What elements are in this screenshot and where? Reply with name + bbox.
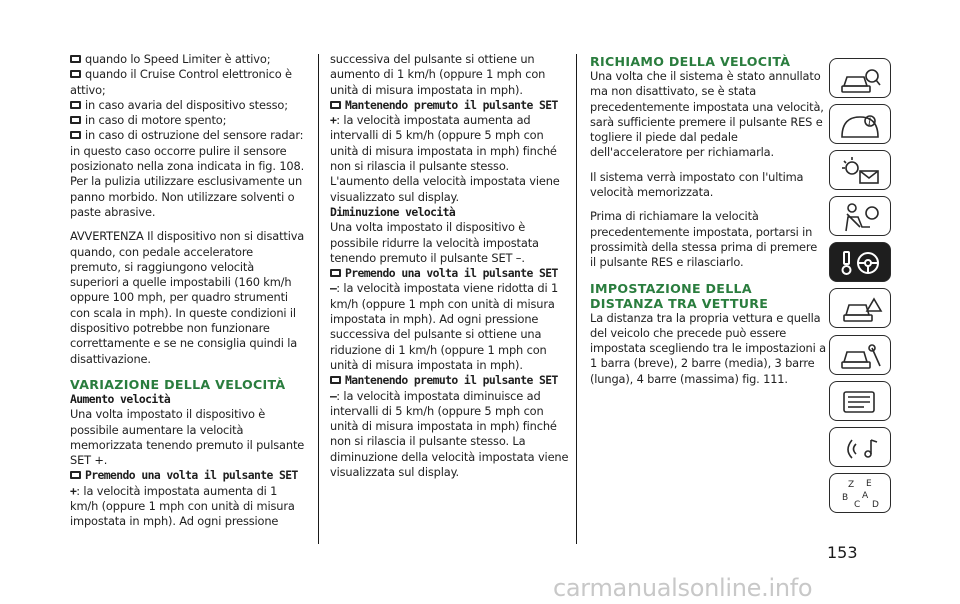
checkbox-bullet-icon: [70, 131, 81, 139]
dashboard-info-icon: [830, 105, 892, 145]
car-warning-icon: [830, 289, 892, 329]
checkbox-bullet-icon: [70, 471, 81, 479]
seat-belt-airbag-icon: [830, 197, 892, 237]
list-item: in caso avaria del dispositivo stesso;: [70, 98, 306, 113]
list-item: Mantenendo premuto il pulsante SET +: la velocità impostata aumenta ad intervalli di 5 km/h (oppure 5 mph con unità di misura impostata in mph) finché non si rilascia il pulsante stesso. L'aumento della velocità impostata viene visualizzato sul display.: [330, 97, 560, 204]
chapter-tabs: [829, 58, 891, 519]
paragraph: Una volta che il sistema è stato annullato ma non disattivato, se è stata precedentemente impostata una velocità, sarà sufficiente premere il pulsante RES e togliere il piede dal pedale dell'acceleratore per richiamarla.: [590, 69, 824, 160]
paragraph: La distanza tra la propria vettura e quella del veicolo che precede può essere impostata scegliendo tra le impostazioni a 1 barra (breve), 2 barre (media), 3 barre (lunga), 4 barre (massima) fig. 111.: [590, 310, 826, 386]
section-heading: VARIAZIONE DELLA VELOCITÀ: [70, 376, 286, 392]
chapter-tab-multimedia[interactable]: [829, 427, 891, 467]
key-steering-wheel-icon: [830, 243, 892, 283]
warning-note: AVVERTENZA Il dispositivo non si disattiva quando, con pedale acceleratore premuto, si raggiungono velocità superiori a quelle impostabili (160 km/h oppure 100 mph, per quadro strumenti con scala in mph). In queste condizioni il dispositivo potrebbe non funzionare correttamente e se ne consiglia quindi la disattivazione.: [70, 229, 305, 366]
column-divider: [318, 54, 319, 544]
warning-lights-envelope-icon: [830, 151, 892, 191]
list-item: in caso di ostruzione del sensore radar: in questo caso occorre pulire il sensore posizionato nella zona indicata in fig. 108. Per la pulizia utilizzare esclusivamente un panno morbido. Non utilizzare solventi o paste abrasive.: [70, 128, 305, 219]
svg-text:i: i: [868, 117, 872, 129]
checkbox-bullet-icon: [70, 70, 81, 78]
paragraph: Una volta impostato il dispositivo è possibile ridurre la velocità impostata tenendo premuto il pulsante SET –.: [330, 220, 539, 265]
chapter-tab-technical-data[interactable]: [829, 381, 891, 421]
list-item: Premendo una volta il pulsante SET +: la velocità impostata aumenta di 1 km/h (oppure 1 mph con unità di misura impostata in mph). Ad ogni pressione: [70, 468, 298, 529]
multimedia-icon: [830, 428, 892, 468]
chapter-tab-emergency[interactable]: [829, 288, 891, 328]
column-middle: [330, 52, 570, 480]
list-item: Premendo una volta il pulsante SET –: la velocità impostata viene ridotta di 1 km/h (oppure 1 mph con unità di misura impostata in mph). Ad ogni pressione successiva del pulsante si ottiene una riduzione di 1 km/h (oppure 1 mph con unità di misura impostata in mph).: [330, 266, 559, 372]
checkbox-bullet-icon: [330, 376, 341, 384]
paragraph: Il sistema verrà impostato con l'ultima velocità memorizzata.: [590, 169, 804, 200]
column-divider: [576, 54, 577, 544]
tech-data-icon: [830, 382, 892, 422]
paragraph: Una volta impostato il dispositivo è possibile aumentare la velocità memorizzata tenendo premuto il pulsante SET +.: [70, 407, 305, 468]
column-right: [590, 52, 826, 387]
section-heading: IMPOSTAZIONE DELLA DISTANZA TRA VETTURE: [590, 280, 769, 311]
chapter-tab-maintenance[interactable]: [829, 335, 891, 375]
paragraph: successiva del pulsante si ottiene un aumento di 1 km/h (oppure 1 mph con unità di misura impostata in mph).: [330, 52, 546, 97]
list-item: in caso di motore spento;: [70, 113, 306, 128]
index-letter: A: [862, 490, 869, 501]
list-item: Mantenendo premuto il pulsante SET –: la velocità impostata diminuisce ad intervalli di 5 km/h (oppure 5 mph con unità di misura impostata in mph) finché non si rilascia il pulsante stesso. La diminuzione della velocità impostata viene visualizzata sul display.: [330, 373, 569, 480]
subheading: Aumento velocità: [70, 391, 171, 406]
page-number: 153: [827, 543, 858, 562]
chapter-tab-safety[interactable]: [829, 196, 891, 236]
checkbox-bullet-icon: [70, 55, 81, 63]
alphabetical-index-icon: [830, 474, 892, 514]
column-left: [70, 52, 306, 530]
subheading: Diminuzione velocità: [330, 204, 456, 219]
checkbox-bullet-icon: [330, 269, 341, 277]
index-letter: B: [842, 492, 849, 503]
paragraph: Prima di richiamare la velocità precedentemente impostata, portarsi in prossimità della stessa prima di premere il pulsante RES e rilasciarlo.: [590, 209, 818, 270]
index-letter: D: [872, 499, 879, 510]
chapter-tab-lights[interactable]: [829, 150, 891, 190]
chapter-tab-index[interactable]: [829, 473, 891, 513]
checkbox-bullet-icon: [330, 101, 341, 109]
checkbox-bullet-icon: [70, 116, 81, 124]
index-letter: C: [854, 499, 861, 510]
watermark: carmanualsonline.info: [553, 574, 813, 602]
list-item: quando lo Speed Limiter è attivo;: [70, 52, 306, 67]
chapter-tab-vehicle[interactable]: [829, 58, 891, 98]
index-letter: Z: [848, 479, 855, 490]
checkbox-bullet-icon: [70, 101, 81, 109]
chapter-tab-starting-driving[interactable]: [829, 242, 891, 282]
section-heading: RICHIAMO DELLA VELOCITÀ: [590, 54, 791, 69]
index-letter: E: [866, 478, 872, 489]
chapter-tab-instruments[interactable]: [829, 104, 891, 144]
car-service-icon: [830, 336, 892, 376]
car-magnifier-icon: [830, 59, 892, 99]
list-item: quando il Cruise Control elettronico è attivo;: [70, 67, 292, 97]
